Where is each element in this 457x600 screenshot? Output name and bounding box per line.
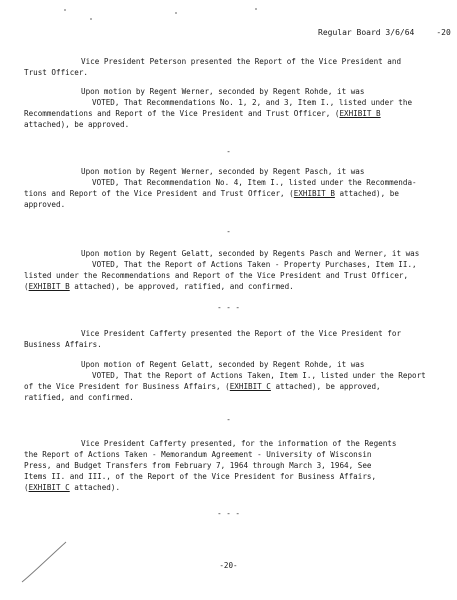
text-line: Upon motion by Regent Werner, seconded by Regent Rohde, it was — [81, 87, 365, 96]
text-line: VOTED, That Recommendations No. 1, 2, and 3, Item I., listed under the — [92, 98, 413, 107]
paragraph-motion-werner-rohde — [24, 86, 444, 130]
text-line: approved. — [24, 200, 66, 209]
text-line: Upon motion by Regent Werner, seconded by Regent Pasch, it was — [81, 167, 365, 176]
section-separator: - — [226, 415, 231, 424]
text-span: attached), be approved, — [270, 382, 381, 391]
text-line: attached), be approved. — [24, 120, 130, 129]
scan-speck — [255, 8, 257, 10]
text-line: VOTED, That the Report of Actions Taken - Property Purchases, Item II., — [92, 260, 417, 269]
section-separator: - - - — [217, 509, 240, 518]
text-line: the Report of Actions Taken - Memorandum Agreement - University of Wisconsin — [24, 450, 372, 459]
text-span: of the Vice President for Business Affairs, ( — [24, 382, 230, 391]
text-span: Recommendations and Report of the Vice President and Trust Officer, ( — [24, 109, 340, 118]
exhibit-b-reference: EXHIBIT B — [339, 109, 381, 118]
text-line: Items II. and III., of the Report of the Vice President for Business Affairs, — [24, 472, 377, 481]
text-line: ratified, and confirmed. — [24, 393, 134, 402]
paragraph-cafferty-information — [24, 438, 444, 493]
text-line: listed under the Recommendations and Report of the Vice President and Trust Officer, — [24, 271, 409, 280]
exhibit-b-reference: EXHIBIT B — [28, 282, 70, 291]
exhibit-c-reference: EXHIBIT C — [28, 483, 70, 492]
text-line — [24, 188, 444, 199]
text-line: Upon motion by Regent Gelatt, seconded by Regents Pasch and Werner, it was — [81, 249, 420, 258]
text-line — [24, 281, 444, 292]
text-line: Vice President Peterson presented the Report of the Vice President and — [81, 57, 402, 66]
paragraph-cafferty-report — [24, 328, 444, 350]
text-line: Press, and Budget Transfers from February 7, 1964 through March 3, 1964, See — [24, 461, 372, 470]
text-line: VOTED, That the Report of Actions Taken, Item I., listed under the Report — [92, 371, 426, 380]
text-line: Business Affairs. — [24, 340, 102, 349]
text-line — [24, 108, 444, 119]
text-span: attached), be — [334, 189, 399, 198]
paragraph-peterson-report — [24, 56, 444, 78]
text-line: Trust Officer. — [24, 68, 89, 77]
text-span: ( — [24, 483, 29, 492]
text-line: Vice President Cafferty presented the Report of the Vice President for — [81, 329, 402, 338]
header-title: Regular Board 3/6/64 — [318, 28, 415, 37]
text-span: tions and Report of the Vice President and Trust Officer, ( — [24, 189, 294, 198]
pen-stroke-mark — [20, 540, 70, 585]
text-line: VOTED, That Recommendation No. 4, Item I., listed under the Recommenda- — [92, 178, 417, 187]
paragraph-motion-werner-pasch — [24, 166, 444, 210]
scan-speck — [90, 18, 92, 20]
section-separator: - — [226, 147, 231, 156]
text-span: attached). — [69, 483, 121, 492]
exhibit-c-reference: EXHIBIT C — [229, 382, 271, 391]
text-line — [24, 381, 444, 392]
page-number: -20- — [219, 561, 238, 570]
scan-speck — [175, 12, 177, 14]
exhibit-b-reference: EXHIBIT B — [293, 189, 335, 198]
text-span: attached), be approved, ratified, and confirmed. — [69, 282, 294, 291]
text-line: Vice President Cafferty presented, for the information of the Regents — [81, 439, 397, 448]
text-line — [24, 482, 444, 493]
paragraph-motion-gelatt-rohde — [24, 359, 444, 403]
paragraph-motion-gelatt-pasch-werner — [24, 248, 444, 292]
section-separator: - - - — [217, 303, 240, 312]
section-separator: - — [226, 227, 231, 236]
page-header — [318, 27, 451, 38]
header-page-ref: -20 — [436, 28, 451, 37]
scan-speck — [64, 9, 66, 11]
text-line: Upon motion of Regent Gelatt, seconded by Regent Rohde, it was — [81, 360, 365, 369]
text-span: ( — [24, 282, 29, 291]
